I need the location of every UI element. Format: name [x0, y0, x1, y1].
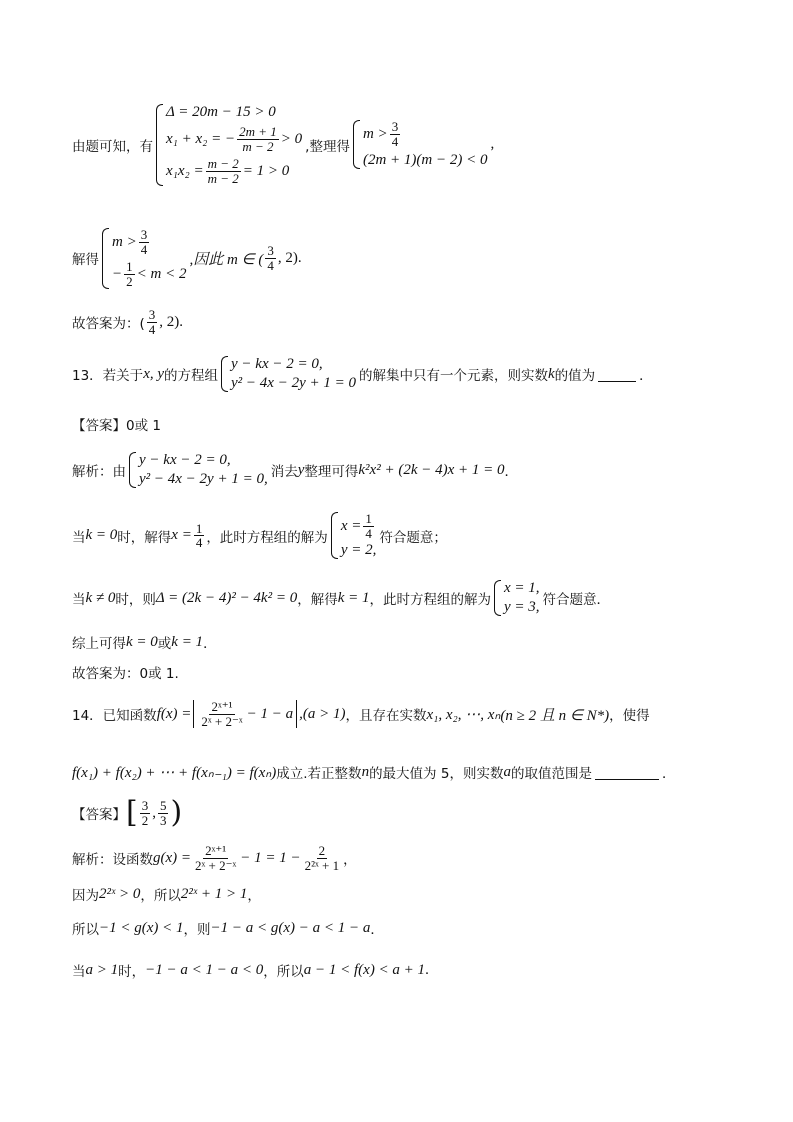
p12-m-gt-2: m > — [112, 233, 137, 250]
p13-case1-b: 时，解得 — [117, 529, 172, 546]
p13-final-answer — [72, 662, 179, 682]
p12-tidy: ,整理得 — [305, 138, 350, 155]
p14-q-end: ，使得 — [609, 708, 650, 725]
p13-case2-row2: y = 3, — [504, 599, 540, 615]
p14-so-line — [72, 918, 384, 938]
left-brace — [331, 512, 338, 559]
p13-case2-k1: k = 1 — [337, 589, 370, 606]
frac-den: 2 — [141, 812, 149, 828]
p13-sol-row1: y − kx − 2 = 0, — [139, 452, 231, 468]
p14-when-eq2: a − 1 < f(x) < a + 1 — [303, 961, 426, 978]
p12-comma: , — [490, 136, 495, 153]
p14-sol-end: ， — [343, 852, 357, 869]
p13-sol-system — [129, 452, 268, 488]
p13-summary-k1: k = 1 — [171, 633, 204, 650]
p14-because-a: 因为 — [72, 888, 99, 904]
p14-when-line — [72, 960, 429, 980]
left-brace — [353, 120, 360, 169]
p14-when-b: 时， — [118, 964, 146, 980]
p13-q-vars: x, y — [143, 365, 165, 382]
p13-summary-line — [72, 632, 217, 652]
p13-case2-b: 时，则 — [115, 592, 156, 608]
frac-num: 3 — [140, 227, 148, 242]
p12-range: < m < 2 — [136, 265, 187, 282]
p14-because-end: ， — [247, 888, 261, 904]
p13-summary-end: ． — [203, 636, 217, 652]
p14-because-eq: 2²ˣ > 0 — [99, 885, 141, 902]
left-brace — [221, 356, 228, 392]
p13-case1-row2: y = 2, — [340, 542, 377, 559]
p14-sol-mid: − 1 = 1 − — [240, 849, 301, 866]
p13-answer-tag — [72, 414, 161, 434]
answer-blank — [595, 765, 659, 780]
p13-answer: 【答案】0或 1 — [72, 418, 161, 434]
p13-case2-c: ，解得 — [297, 592, 338, 608]
p13-q-suffix1: 的解集中只有一个元素，则实数 — [358, 368, 548, 384]
p13-case1-a: 当 — [72, 529, 86, 546]
p14-q-prefix: 14．已知函数 — [72, 708, 157, 725]
p13-sol-prefix: 解析：由 — [72, 464, 126, 480]
frac-den: 4 — [140, 241, 148, 257]
p14-q-cond: ,(a > 1) — [299, 705, 346, 722]
left-brace — [129, 452, 136, 488]
p14-when-cond: a > 1 — [85, 961, 119, 978]
frac-den: 2ˣ + 2⁻ˣ — [195, 857, 237, 873]
frac-den: 4 — [195, 535, 203, 551]
p13-case1-xeq: x = — [340, 517, 362, 534]
p12-prod-lhs: x₁x₂ = — [166, 162, 204, 179]
p12-therefore: ,因此 m ∈ ( — [189, 251, 264, 268]
p12-sys2-row2: (2m + 1)(m − 2) < 0 — [362, 152, 488, 169]
p13-case2-k: k ≠ 0 — [85, 589, 116, 606]
p12-frac-den: m − 2 — [242, 138, 274, 154]
minus-sign: − — [112, 265, 123, 282]
p14-so-a: 所以 — [72, 922, 99, 938]
p13-case2-a: 当 — [72, 592, 86, 608]
frac-den: 4 — [391, 133, 399, 149]
p12-sum-lhs: x₁ + x₂ = − — [166, 130, 236, 147]
p13-sys-row2: y² − 4x − 2y + 1 = 0 — [231, 375, 356, 391]
p13-answer-final: 故答案为：0或 1. — [72, 666, 179, 682]
p12-sys1-row1: Δ = 20m − 15 > 0 — [166, 104, 276, 120]
frac-num: 3 — [148, 307, 156, 322]
answer-blank — [598, 367, 636, 382]
frac-num: 1 — [126, 259, 133, 275]
p13-solution-line — [72, 452, 518, 488]
p13-q-prefix: 13．若关于 — [72, 368, 144, 384]
p12-sum-rhs: > 0 — [280, 130, 303, 147]
p12-m-gt: m > — [362, 125, 388, 142]
p12-frac-num: 2m + 1 — [239, 124, 277, 139]
p14-so-end: ． — [370, 922, 384, 938]
p14-line2-a: 成立.若正整数 — [276, 766, 362, 782]
p13-case2-e: 符合题意． — [542, 592, 611, 608]
frac-num: 1 — [195, 520, 203, 536]
p14-abs — [193, 700, 297, 728]
frac-den: 2²ˣ + 1 — [304, 857, 340, 873]
p13-case2-eq: Δ = (2k − 4)² − 4k² = 0 — [155, 589, 298, 606]
p12-system-3 — [102, 228, 186, 289]
p12-prod-den: m − 2 — [207, 170, 239, 186]
frac-num: 3 — [141, 797, 149, 813]
p14-line2-a-var: a — [503, 763, 511, 780]
p13-summary-k0: k = 0 — [126, 633, 158, 650]
p13-case1-x: x = — [171, 527, 192, 544]
p13-q-end: ． — [639, 368, 653, 384]
p13-sol-eq: k²x² + (2k − 4)x + 1 = 0 — [358, 461, 505, 478]
p14-when-a: 当 — [72, 964, 86, 980]
p13-case1-k: k = 0 — [85, 527, 118, 544]
p12-answer-line — [72, 308, 183, 336]
p14-line2-eq: f(x₁) + f(x₂) + ⋯ + f(xₙ₋₁) = f(xₙ) — [72, 764, 277, 781]
p13-case1-line — [72, 512, 447, 559]
p14-question-line2 — [72, 762, 675, 782]
p12-sys2-row1 — [363, 120, 488, 148]
p13-case2-d: ，此时方程组的解为 — [369, 592, 491, 608]
p12-intro: 由题可知，有 — [72, 138, 153, 155]
p13-sol-mid2: 整理可得 — [304, 464, 359, 480]
p14-line2-end: ． — [661, 766, 676, 782]
p14-sol-a: 解析：设函数 — [72, 852, 153, 869]
p12-interval-end: , 2). — [277, 249, 302, 266]
p12-answer-end: , 2). — [159, 313, 184, 330]
p12-sys3-row2 — [112, 260, 186, 288]
p13-sol-end: ． — [504, 464, 518, 480]
frac-den: 4 — [365, 525, 372, 541]
p14-when-c: ，所以 — [263, 964, 304, 980]
p13-sys-row1: y − kx − 2 = 0, — [231, 356, 323, 372]
p14-when-eq: −1 − a < 1 − a < 0 — [145, 961, 264, 978]
p14-q-paren: (n ≥ 2 且 n ∈ N*) — [500, 707, 610, 724]
p13-case1-c: ，此时方程组的解为 — [206, 529, 328, 546]
p13-q-suffix2: 的值为 — [554, 368, 596, 384]
p14-abs-tail: − 1 − a — [246, 705, 294, 722]
p14-sol-line — [72, 844, 357, 872]
p13-case2-system — [494, 580, 540, 616]
frac-den: 3 — [159, 812, 167, 828]
p13-case1-row1 — [341, 512, 377, 540]
frac-num: 2 — [318, 843, 326, 858]
frac-den: 2ˣ + 2⁻ˣ — [201, 713, 243, 729]
frac-den: 2 — [126, 273, 133, 289]
p13-question — [72, 356, 653, 392]
p14-answer-line — [72, 795, 183, 830]
left-brace — [102, 228, 109, 289]
p12-system-2 — [353, 120, 488, 169]
p13-case2-row1: x = 1, — [504, 580, 540, 596]
frac-num: 3 — [267, 243, 274, 259]
p13-system — [221, 356, 356, 392]
p13-summary-or: 或 — [157, 636, 172, 652]
p13-case1-d: 符合题意； — [379, 529, 447, 546]
p14-line2-b: 的最大值为 5，则实数 — [369, 766, 504, 782]
p12-sys1-row2 — [166, 125, 302, 153]
frac-den: 4 — [148, 321, 156, 337]
frac-num: 3 — [391, 119, 399, 135]
p13-case1-system — [331, 512, 377, 559]
frac-num: 5 — [159, 797, 167, 813]
p12-sys1-row3 — [166, 157, 302, 185]
left-brace — [156, 104, 163, 186]
left-brace — [494, 580, 501, 616]
p14-q-mid: ，且存在实数 — [345, 708, 427, 725]
p12-condition-line — [72, 104, 494, 186]
p14-answer-tag: 【答案】 — [72, 807, 126, 823]
p12-sys3-row1 — [112, 228, 186, 256]
p12-solve-label: 解得 — [72, 252, 99, 269]
p12-system-1 — [156, 104, 302, 186]
left-bracket: [ — [126, 795, 138, 830]
p13-sol-mid: 消去 — [270, 464, 298, 480]
p12-prod-rhs: = 1 > 0 — [242, 162, 290, 179]
p14-so-eq2: −1 − a < g(x) − a < 1 − a — [210, 919, 371, 936]
p14-line2-n: n — [361, 763, 370, 780]
p14-so-b: ，则 — [183, 922, 211, 938]
p14-line2-c: 的取值范围是 — [510, 766, 592, 782]
p14-q-vars: x₁, x₂, ⋯, xₙ — [426, 706, 501, 723]
p13-case2-line — [72, 580, 610, 616]
frac-num: 2ˣ⁺¹ — [211, 699, 233, 714]
frac-num: 2ˣ⁺¹ — [205, 843, 227, 858]
right-paren: ) — [170, 795, 183, 830]
p13-q-mid: 的方程组 — [164, 368, 219, 384]
p14-because-line — [72, 884, 261, 904]
frac-num: 1 — [365, 511, 372, 526]
p14-when-end: . — [425, 961, 429, 978]
p13-q-k: k — [547, 365, 555, 382]
p12-prod-num: m − 2 — [207, 156, 239, 172]
frac-den: 4 — [267, 257, 274, 273]
p14-sol-g: g(x) = — [153, 849, 192, 866]
p14-so-eq: −1 < g(x) < 1 — [99, 919, 184, 936]
p13-sol-y: y — [297, 461, 305, 478]
comma-sep: , — [152, 804, 156, 821]
p14-because-b: ，所以 — [140, 888, 181, 904]
p13-sol-row2: y² − 4x − 2y + 1 = 0, — [139, 471, 268, 487]
p14-because-eq2: 2²ˣ + 1 > 1 — [180, 885, 248, 902]
p13-summary-a: 综上可得 — [72, 636, 126, 652]
p12-solve-line — [72, 228, 302, 289]
p14-question-line1 — [72, 700, 650, 728]
p12-answer-label: 故答案为：( — [72, 316, 145, 333]
p14-q-f: f(x) = — [156, 705, 192, 722]
